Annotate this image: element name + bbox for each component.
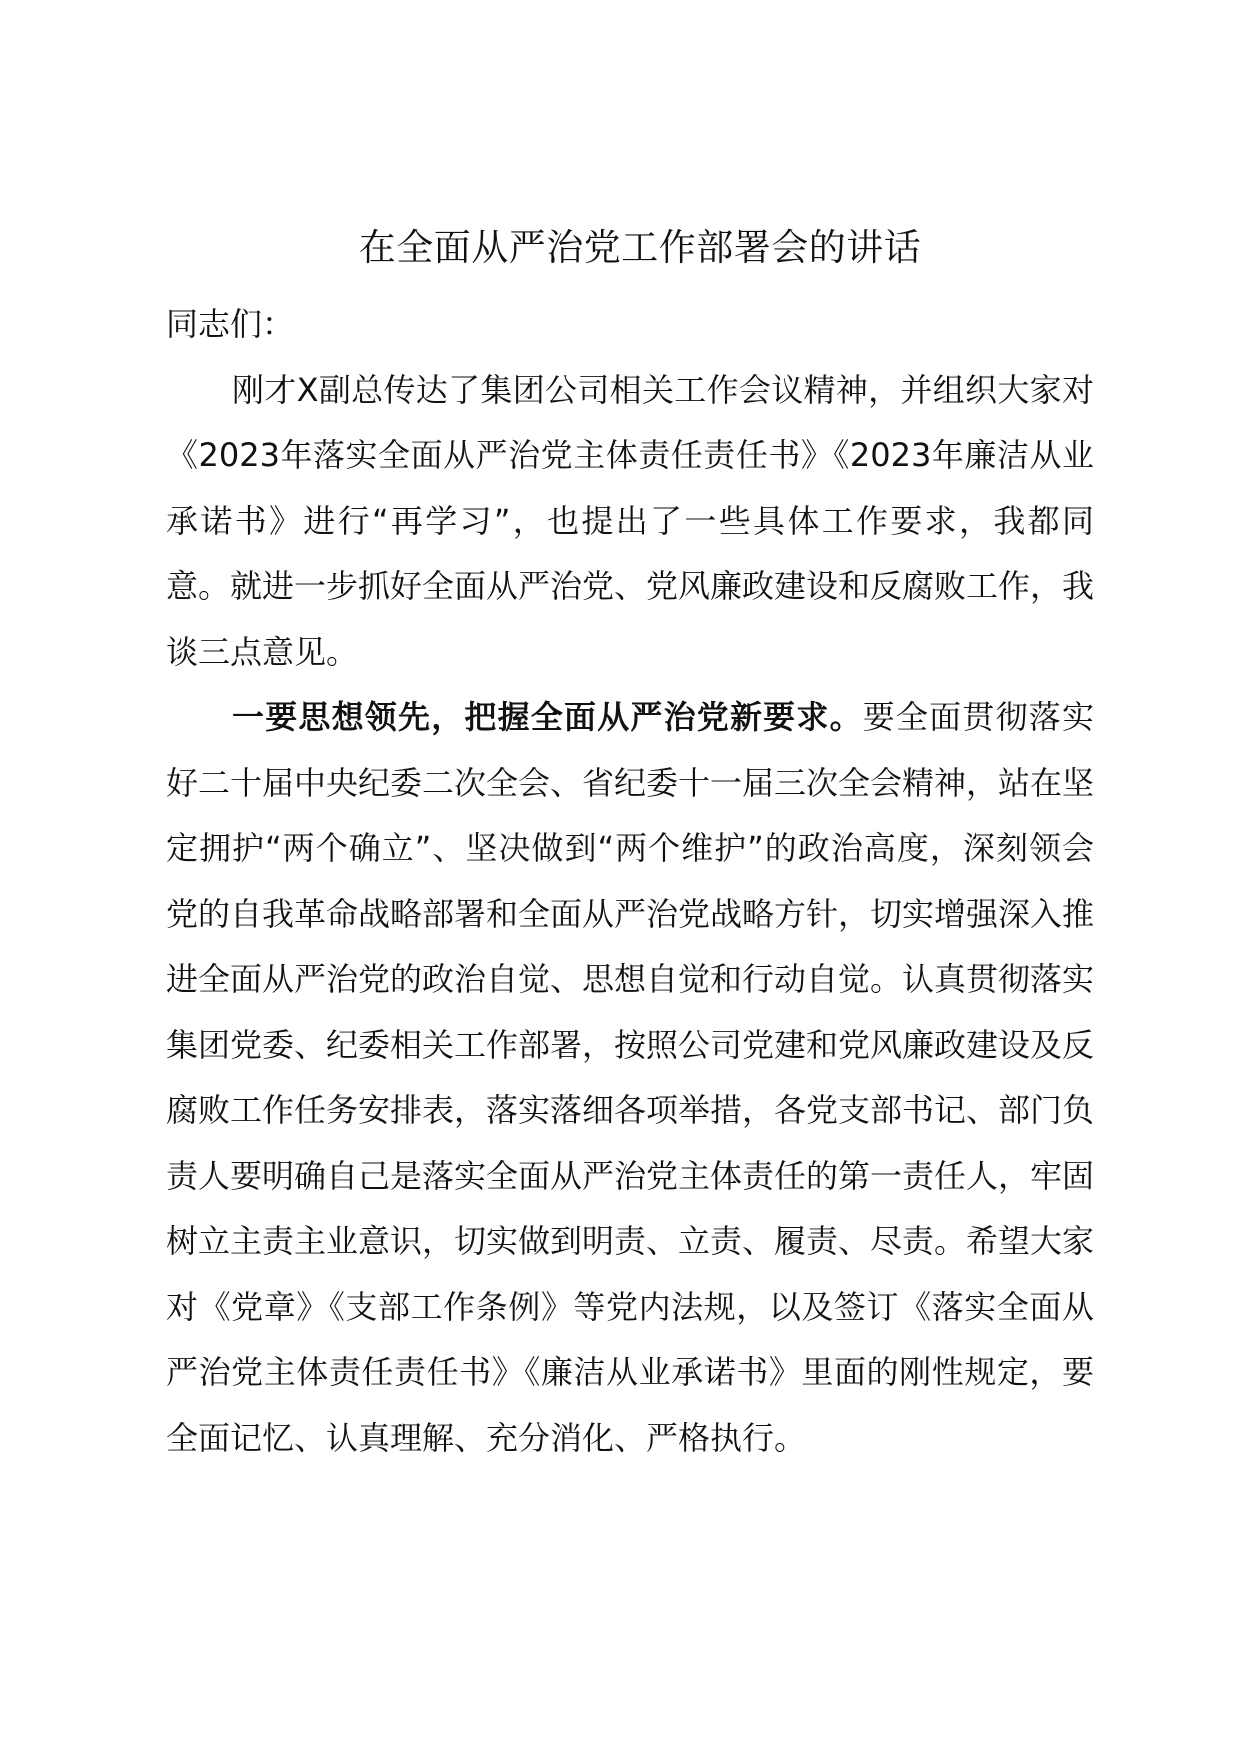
paragraph-2 — [166, 685, 1094, 1471]
document-body — [166, 292, 1094, 1471]
document-title: 在全面从严治党工作部署会的讲话 — [358, 226, 922, 269]
salutation: 同志们： — [166, 305, 295, 343]
paragraph-2-text: 要全面贯彻落实好二十届中央纪委二次全会、省纪委十一届三次全会精神，站在坚定拥护“两个确立”、坚决做到“两个维护”的政治高度，深刻领会党的自我革命战略部署和全面从严治党战略方针，切实增强深入推进全面从严治党的政治自觉、思想自觉和行动自觉。认真贯彻落实集团党委、纪委相关工作部署，按照公司党建和党风廉政建设及反腐败工作任务安排表，落实落细各项举措，各党支部书记、部门负责人要明确自己是落实全面从严治党主体责任的第一责任人，牢固树立主责主业意识，切实做到明责、立责、履责、尽责。希望大家对《党章》《支部工作条例》等党内法规，以及签订《落实全面从严治党主体责任责任书》《廉洁从业承诺书》里面的刚性规定，要全面记忆、认真理解、充分消化、严格执行。 — [166, 698, 1095, 1457]
paragraph-1: 刚才X副总传达了集团公司相关工作会议精神，并组织大家对《2023年落实全面从严治党主体责任责任书》《2023年廉洁从业承诺书》进行“再学习”，也提出了一些具体工作要求，我都同意。就进一步抓好全面从严治党、党风廉政建设和反腐败工作，我谈三点意见。 — [166, 370, 1095, 671]
paragraph-2-lead: 一要思想领先，把握全面从严治党新要求。 — [232, 698, 863, 736]
